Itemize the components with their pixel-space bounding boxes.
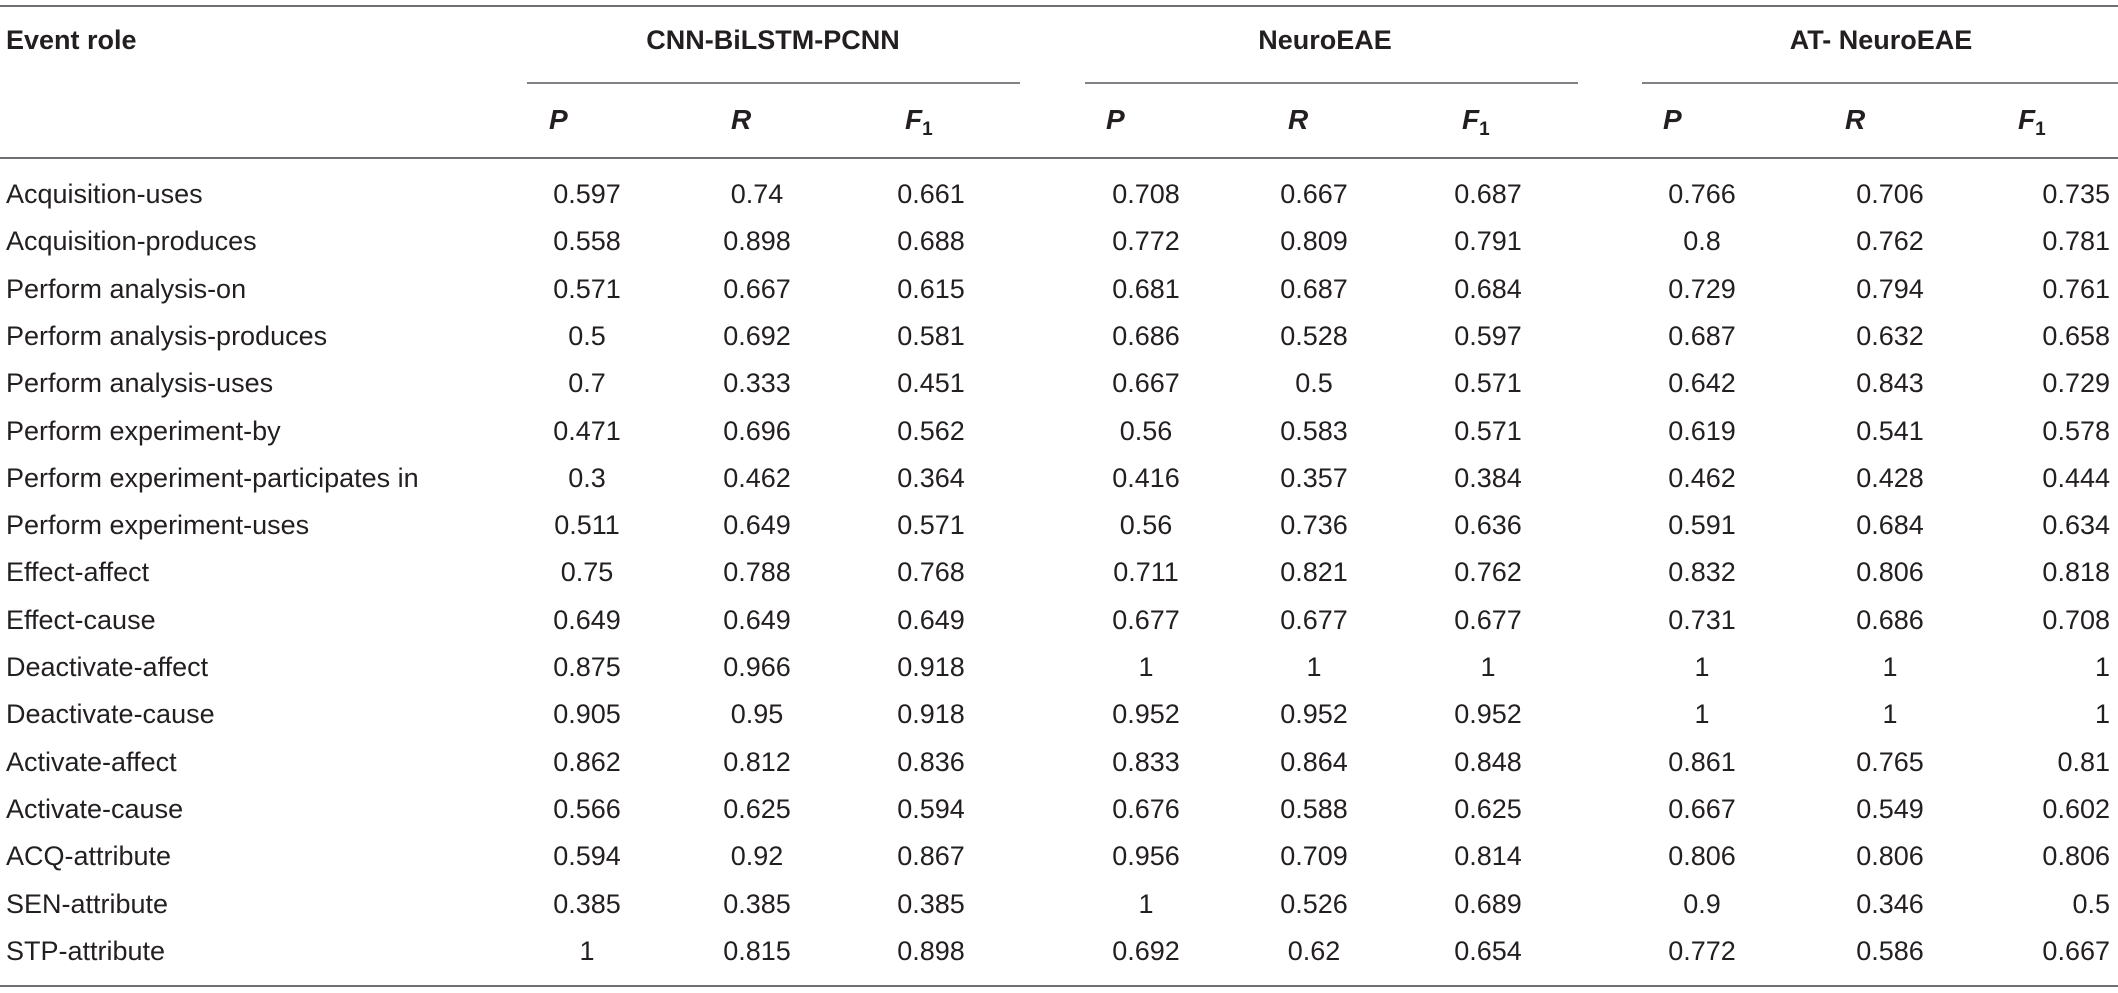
value-cell: 1 (579, 936, 595, 966)
value-cell: 0.667 (1112, 368, 1180, 398)
value-cell: 0.708 (1112, 179, 1180, 209)
value-cell: 0.658 (2042, 321, 2110, 351)
value-cell: 0.625 (1454, 794, 1522, 824)
value-cell: 0.5 (1295, 368, 1333, 398)
value-cell: 0.649 (553, 605, 621, 635)
event-role-label: Effect-cause (6, 605, 156, 635)
metric-symbol: R (1288, 104, 1309, 135)
value-cell: 0.681 (1112, 274, 1180, 304)
value-cell: 0.794 (1856, 274, 1924, 304)
value-cell: 1 (1306, 652, 1322, 682)
value-cell: 1 (1882, 652, 1898, 682)
event-role-label: Perform experiment-by (6, 416, 281, 446)
value-cell: 0.528 (1280, 321, 1348, 351)
value-cell: 0.632 (1856, 321, 1924, 351)
header-bottom-rule (0, 157, 2118, 159)
value-cell: 0.709 (1280, 841, 1348, 871)
value-cell: 0.566 (553, 794, 621, 824)
value-cell: 0.95 (730, 699, 784, 729)
value-cell: 0.956 (1112, 841, 1180, 871)
value-cell: 0.654 (1454, 936, 1522, 966)
value-cell: 0.772 (1668, 936, 1736, 966)
value-cell: 0.708 (2042, 605, 2110, 635)
value-cell: 0.791 (1454, 226, 1522, 256)
metric-header-r-group-2 (1288, 104, 1308, 136)
value-cell: 0.346 (1856, 889, 1924, 919)
value-cell: 0.806 (1856, 841, 1924, 871)
value-cell: 0.451 (897, 368, 965, 398)
value-cell: 0.62 (1287, 936, 1341, 966)
metric-header-f1-group-3 (2018, 104, 2046, 146)
value-cell: 1 (1480, 652, 1496, 682)
value-cell: 0.3 (568, 463, 606, 493)
value-cell: 0.676 (1112, 794, 1180, 824)
value-cell: 0.864 (1280, 747, 1348, 777)
value-cell: 1 (1694, 699, 1710, 729)
value-cell: 0.571 (897, 510, 965, 540)
value-cell: 0.385 (553, 889, 621, 919)
value-cell: 0.898 (723, 226, 791, 256)
metric-header-p-group-1 (549, 104, 568, 136)
value-cell: 0.594 (553, 841, 621, 871)
event-role-label: Perform analysis-uses (6, 368, 274, 398)
value-cell: 0.806 (1856, 557, 1924, 587)
value-cell: 0.729 (2042, 368, 2110, 398)
metric-symbol: P (1663, 104, 1682, 135)
value-cell: 0.731 (1668, 605, 1736, 635)
value-cell: 0.56 (1119, 510, 1173, 540)
value-cell: 0.444 (2042, 463, 2110, 493)
value-cell: 0.594 (897, 794, 965, 824)
value-cell: 0.571 (1454, 368, 1522, 398)
metric-symbol: F (905, 104, 923, 135)
metric-symbol: R (731, 104, 752, 135)
metric-header-p-group-2 (1106, 104, 1125, 136)
value-cell: 0.649 (723, 605, 791, 635)
value-cell: 0.687 (1280, 274, 1348, 304)
metric-header-r-group-1 (731, 104, 751, 136)
metric-symbol: F (1462, 104, 1480, 135)
value-cell: 0.689 (1454, 889, 1522, 919)
value-cell: 0.649 (723, 510, 791, 540)
value-cell: 0.541 (1856, 416, 1924, 446)
value-cell: 0.364 (897, 463, 965, 493)
event-role-label: Deactivate-cause (6, 699, 215, 729)
value-cell: 0.711 (1113, 557, 1179, 587)
value-cell: 0.619 (1668, 416, 1736, 446)
value-cell: 0.836 (897, 747, 965, 777)
value-cell: 0.688 (897, 226, 965, 256)
event-role-label: Perform experiment-participates in (6, 463, 419, 493)
value-cell: 0.385 (897, 889, 965, 919)
value-cell: 0.581 (897, 321, 965, 351)
value-cell: 0.602 (2042, 794, 2110, 824)
value-cell: 0.677 (1112, 605, 1180, 635)
group-underline-at-neuroeae (1642, 82, 2118, 84)
value-cell: 0.7 (568, 368, 606, 398)
group-header-neuroeae: NeuroEAE (1258, 25, 1392, 55)
value-cell: 0.814 (1454, 841, 1522, 871)
event-role-label: Perform experiment-uses (6, 510, 310, 540)
value-cell: 0.765 (1856, 747, 1924, 777)
value-cell: 0.462 (1668, 463, 1736, 493)
group-header-at-neuroeae: AT- NeuroEAE (1789, 25, 1973, 55)
value-cell: 0.591 (1668, 510, 1736, 540)
metric-header-r-group-3 (1845, 104, 1865, 136)
value-cell: 0.686 (1112, 321, 1180, 351)
value-cell: 0.9 (1683, 889, 1721, 919)
event-role-label: Effect-affect (6, 557, 150, 587)
value-cell: 0.667 (1668, 794, 1736, 824)
value-cell: 0.952 (1454, 699, 1522, 729)
event-role-label: Deactivate-affect (6, 652, 209, 682)
value-cell: 0.462 (723, 463, 791, 493)
value-cell: 0.661 (897, 179, 965, 209)
value-cell: 0.875 (553, 652, 621, 682)
value-cell: 0.952 (1112, 699, 1180, 729)
value-cell: 0.687 (1668, 321, 1736, 351)
value-cell: 0.861 (1668, 747, 1736, 777)
value-cell: 0.81 (2057, 747, 2110, 777)
value-cell: 1 (1138, 652, 1154, 682)
metric-symbol: R (1845, 104, 1866, 135)
value-cell: 0.549 (1856, 794, 1924, 824)
value-cell: 0.686 (1856, 605, 1924, 635)
group-header-cnn-bilstm-pcnn: CNN-BiLSTM-PCNN (646, 25, 900, 55)
value-cell: 0.809 (1280, 226, 1348, 256)
value-cell: 0.642 (1668, 368, 1736, 398)
value-cell: 0.56 (1119, 416, 1173, 446)
metric-symbol: P (549, 104, 568, 135)
value-cell: 0.867 (897, 841, 965, 871)
value-cell: 0.862 (553, 747, 621, 777)
value-cell: 0.772 (1112, 226, 1180, 256)
value-cell: 0.357 (1280, 463, 1348, 493)
event-role-label: Perform analysis-produces (6, 321, 328, 351)
value-cell: 0.571 (553, 274, 621, 304)
metric-symbol: P (1106, 104, 1125, 135)
value-cell: 0.898 (897, 936, 965, 966)
value-cell: 0.5 (568, 321, 606, 351)
value-cell: 0.692 (1112, 936, 1180, 966)
value-cell: 0.333 (723, 368, 791, 398)
metric-header-f1-group-1 (905, 104, 933, 146)
value-cell: 0.526 (1280, 889, 1348, 919)
value-cell: 0.667 (2042, 936, 2110, 966)
bottom-rule (0, 985, 2118, 987)
metric-header-f1-group-2 (1462, 104, 1490, 146)
value-cell: 0.416 (1112, 463, 1180, 493)
value-cell: 0.833 (1112, 747, 1180, 777)
group-underline-neuroeae (1085, 82, 1578, 84)
value-cell: 0.918 (897, 699, 965, 729)
value-cell: 0.952 (1280, 699, 1348, 729)
value-cell: 0.806 (2042, 841, 2110, 871)
event-role-label: STP-attribute (6, 936, 166, 966)
value-cell: 0.729 (1668, 274, 1736, 304)
value-cell: 0.667 (723, 274, 791, 304)
value-cell: 0.788 (723, 557, 791, 587)
event-role-label: Acquisition-uses (6, 179, 203, 209)
value-cell: 0.471 (553, 416, 621, 446)
value-cell: 0.625 (723, 794, 791, 824)
top-rule (0, 5, 2118, 7)
event-role-label: ACQ-attribute (6, 841, 172, 871)
value-cell: 0.762 (1454, 557, 1522, 587)
value-cell: 0.768 (897, 557, 965, 587)
event-role-label: Activate-cause (6, 794, 184, 824)
event-role-label: Activate-affect (6, 747, 177, 777)
event-role-label: Perform analysis-on (6, 274, 247, 304)
value-cell: 0.832 (1668, 557, 1736, 587)
value-cell: 0.588 (1280, 794, 1348, 824)
value-cell: 0.762 (1856, 226, 1924, 256)
value-cell: 0.615 (897, 274, 965, 304)
value-cell: 0.511 (554, 510, 620, 540)
value-cell: 0.966 (723, 652, 791, 682)
value-cell: 0.677 (1454, 605, 1522, 635)
value-cell: 0.761 (2042, 274, 2110, 304)
value-cell: 0.385 (723, 889, 791, 919)
value-cell: 0.384 (1454, 463, 1522, 493)
value-cell: 0.706 (1856, 179, 1924, 209)
event-role-label: SEN-attribute (6, 889, 169, 919)
metric-subscript: 1 (1479, 119, 1490, 140)
value-cell: 0.684 (1856, 510, 1924, 540)
value-cell: 0.597 (553, 179, 621, 209)
value-cell: 0.735 (2042, 179, 2110, 209)
value-cell: 1 (2094, 652, 2110, 682)
value-cell: 0.692 (723, 321, 791, 351)
value-cell: 1 (1882, 699, 1898, 729)
value-cell: 0.92 (730, 841, 784, 871)
value-cell: 0.571 (1454, 416, 1522, 446)
value-cell: 0.815 (723, 936, 791, 966)
value-cell: 0.818 (2042, 557, 2110, 587)
value-cell: 0.781 (2042, 226, 2110, 256)
value-cell: 0.636 (1454, 510, 1522, 540)
value-cell: 1 (1694, 652, 1710, 682)
value-cell: 0.74 (730, 179, 784, 209)
metric-subscript: 1 (2035, 119, 2046, 140)
value-cell: 0.766 (1668, 179, 1736, 209)
value-cell: 1 (2094, 699, 2110, 729)
value-cell: 0.918 (897, 652, 965, 682)
value-cell: 0.677 (1280, 605, 1348, 635)
value-cell: 0.583 (1280, 416, 1348, 446)
value-cell: 0.848 (1454, 747, 1522, 777)
row-header-label: Event role (6, 25, 137, 55)
value-cell: 0.687 (1454, 179, 1522, 209)
value-cell: 0.8 (1683, 226, 1721, 256)
metric-symbol: F (2018, 104, 2036, 135)
value-cell: 0.649 (897, 605, 965, 635)
value-cell: 1 (1138, 889, 1154, 919)
value-cell: 0.634 (2042, 510, 2110, 540)
value-cell: 0.736 (1280, 510, 1348, 540)
value-cell: 0.428 (1856, 463, 1924, 493)
metric-subscript: 1 (922, 119, 933, 140)
value-cell: 0.558 (553, 226, 621, 256)
value-cell: 0.597 (1454, 321, 1522, 351)
value-cell: 0.843 (1856, 368, 1924, 398)
group-underline-cnn-bilstm-pcnn (527, 82, 1020, 84)
value-cell: 0.75 (560, 557, 614, 587)
value-cell: 0.578 (2042, 416, 2110, 446)
value-cell: 0.667 (1280, 179, 1348, 209)
value-cell: 0.586 (1856, 936, 1924, 966)
value-cell: 0.696 (723, 416, 791, 446)
value-cell: 0.562 (897, 416, 965, 446)
value-cell: 0.821 (1280, 557, 1348, 587)
value-cell: 0.806 (1668, 841, 1736, 871)
value-cell: 0.905 (553, 699, 621, 729)
value-cell: 0.812 (723, 747, 791, 777)
metric-header-p-group-3 (1663, 104, 1682, 136)
value-cell: 0.684 (1454, 274, 1522, 304)
event-role-label: Acquisition-produces (6, 226, 257, 256)
value-cell: 0.5 (2072, 889, 2110, 919)
